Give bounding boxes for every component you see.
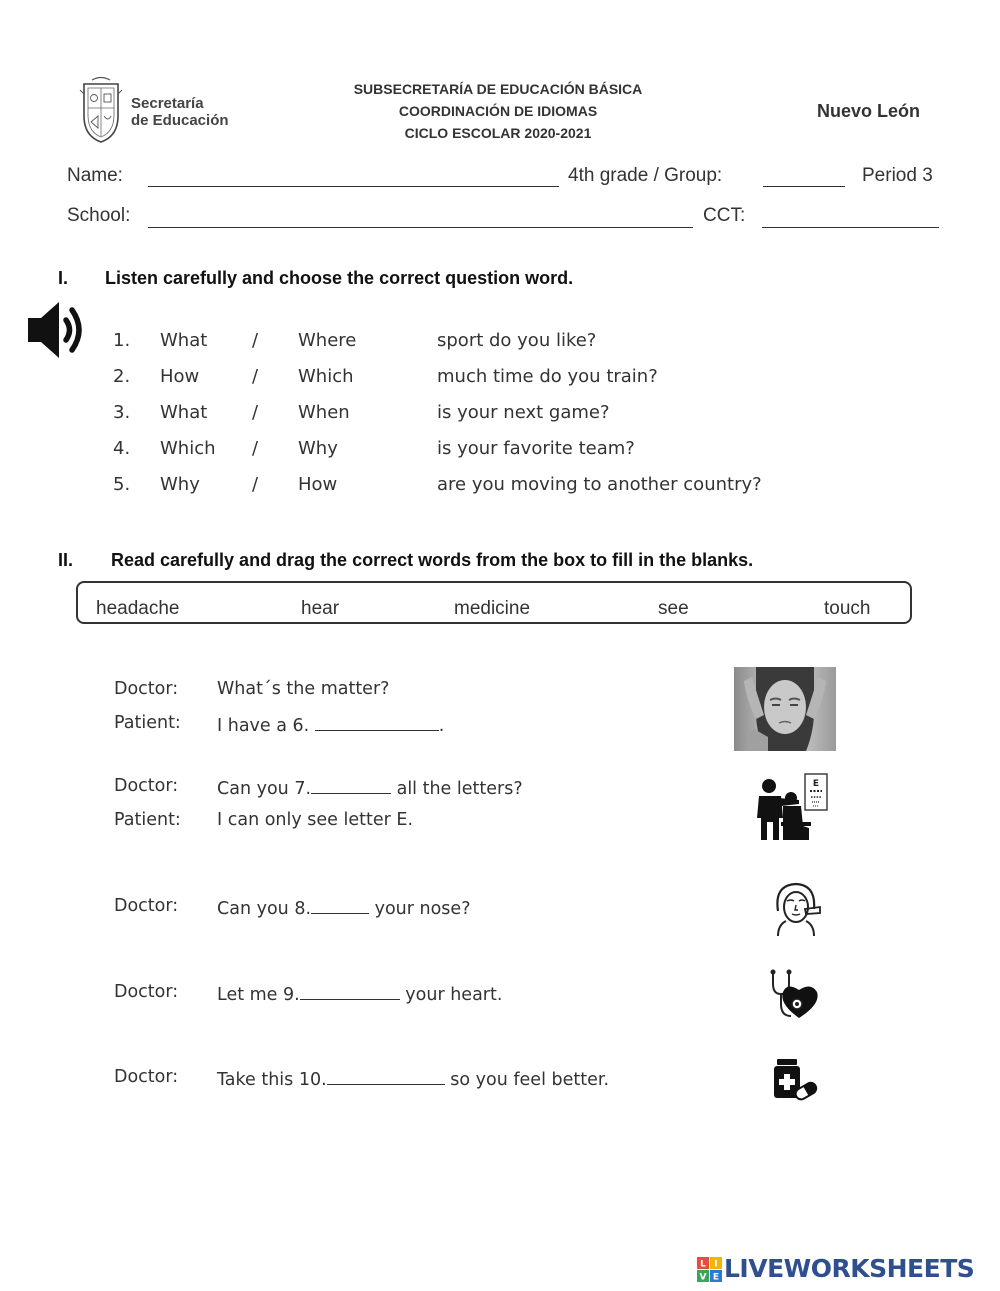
option-2[interactable]: Why — [298, 438, 338, 459]
speaker-patient: Patient: — [114, 713, 181, 733]
logo-line1: Secretaría — [131, 95, 204, 112]
question-text: sport do you like? — [437, 330, 597, 351]
option-2[interactable]: How — [298, 474, 338, 495]
period-label: Period 3 — [862, 165, 933, 186]
dialog-pre: Let me 9. — [217, 985, 300, 1005]
question-row-4 — [0, 438, 1000, 462]
dialog-post: your heart. — [405, 985, 503, 1005]
title-line1: SUBSECRETARÍA DE EDUCACIÓN BÁSICA — [353, 81, 643, 97]
option-separator: / — [252, 366, 259, 387]
speaker-doctor: Doctor: — [114, 896, 179, 916]
option-separator: / — [252, 474, 259, 495]
option-2[interactable]: When — [298, 402, 350, 423]
question-text: is your next game? — [437, 402, 610, 423]
dialog-post: so you feel better. — [450, 1070, 610, 1090]
option-1[interactable]: What — [160, 402, 208, 423]
question-row-5 — [0, 474, 1000, 498]
word-see[interactable]: see — [658, 598, 689, 619]
option-separator: / — [252, 330, 259, 351]
grade-label: 4th grade / Group: — [568, 165, 723, 186]
speaker-doctor: Doctor: — [114, 776, 179, 796]
section2-instruction: Read carefully and drag the correct words from the box to fill in the blanks. — [111, 550, 754, 570]
logo-text — [131, 95, 229, 129]
option-separator: / — [252, 438, 259, 459]
speaker-doctor: Doctor: — [114, 982, 179, 1002]
dialog-line-blank-7 — [217, 776, 523, 799]
section1-instruction: Listen carefully and choose the correct question word. — [105, 268, 574, 288]
blank-6[interactable] — [315, 713, 439, 731]
word-medicine[interactable]: medicine — [454, 598, 531, 619]
option-1[interactable]: Which — [160, 438, 216, 459]
question-text: much time do you train? — [437, 366, 658, 387]
option-separator: / — [252, 402, 259, 423]
blank-7[interactable] — [311, 776, 391, 794]
option-1[interactable]: How — [160, 366, 200, 387]
dialog-post: . — [438, 716, 445, 736]
question-row-1 — [0, 330, 1000, 354]
question-number: 1. — [113, 330, 131, 351]
dialog-pre: Can you 7. — [217, 779, 312, 799]
blank-10[interactable] — [327, 1067, 445, 1085]
dialog-pre: Take this 10. — [217, 1070, 327, 1090]
question-text: are you moving to another country? — [437, 474, 762, 495]
dialog-post: all the letters? — [396, 779, 523, 799]
school-field[interactable] — [148, 227, 693, 228]
dialog-pre: Can you 8. — [217, 899, 312, 919]
speaker-doctor: Doctor: — [114, 1067, 179, 1087]
badge-letter-v: V — [699, 1272, 707, 1283]
speaker-patient: Patient: — [114, 810, 181, 830]
name-field[interactable] — [148, 186, 559, 187]
state-label: Nuevo León — [817, 101, 921, 121]
badge-letter-i: I — [714, 1259, 718, 1270]
name-label: Name: — [67, 165, 123, 186]
title-line3: CICLO ESCOLAR 2020-2021 — [404, 125, 592, 141]
option-2[interactable]: Which — [298, 366, 354, 387]
question-row-2 — [0, 366, 1000, 390]
badge-letter-l: L — [700, 1259, 706, 1270]
option-1[interactable]: What — [160, 330, 208, 351]
question-number: 4. — [113, 438, 131, 459]
face-touch-icon — [772, 881, 822, 937]
dialog-line: What´s the matter? — [217, 679, 390, 699]
medicine-icon — [771, 1057, 819, 1101]
blank-8[interactable] — [311, 896, 369, 914]
question-text: is your favorite team? — [437, 438, 635, 459]
badge-letter-e: E — [712, 1272, 720, 1283]
dialog-line-blank-8 — [217, 896, 470, 919]
question-number: 3. — [113, 402, 131, 423]
blank-9[interactable] — [300, 982, 400, 1000]
logo-line2: de Educación — [131, 112, 229, 129]
word-headache[interactable]: headache — [96, 598, 180, 619]
liveworksheets-badge — [697, 1257, 723, 1283]
school-label: School: — [67, 205, 131, 226]
dialog-line-blank-10 — [217, 1067, 609, 1090]
title-line2: COORDINACIÓN DE IDIOMAS — [398, 103, 598, 119]
stethoscope-heart-icon — [767, 968, 822, 1021]
section2-number: II. — [58, 550, 74, 570]
cct-field[interactable] — [762, 227, 939, 228]
section1-number: I. — [58, 268, 69, 288]
dialog-line-blank-6 — [217, 713, 444, 736]
dialog-line: I can only see letter E. — [217, 810, 414, 830]
seal-logo — [78, 76, 124, 144]
question-number: 5. — [113, 474, 131, 495]
dialog-line-blank-9 — [217, 982, 502, 1005]
eye-exam-icon — [755, 772, 833, 842]
word-hear[interactable]: hear — [301, 598, 340, 619]
group-field[interactable] — [763, 186, 845, 187]
eye-chart-letter: E — [812, 779, 820, 789]
headache-image — [734, 667, 836, 751]
question-number: 2. — [113, 366, 131, 387]
dialog-pre: I have a 6. — [217, 716, 310, 736]
liveworksheets-brand[interactable]: LIVEWORKSHEETS — [724, 1254, 975, 1283]
question-row-3 — [0, 402, 1000, 426]
speaker-doctor: Doctor: — [114, 679, 179, 699]
word-bank — [76, 581, 912, 624]
cct-label: CCT: — [703, 205, 746, 226]
word-touch[interactable]: touch — [824, 598, 871, 619]
dialog-post: your nose? — [374, 899, 471, 919]
option-1[interactable]: Why — [160, 474, 200, 495]
option-2[interactable]: Where — [298, 330, 357, 351]
